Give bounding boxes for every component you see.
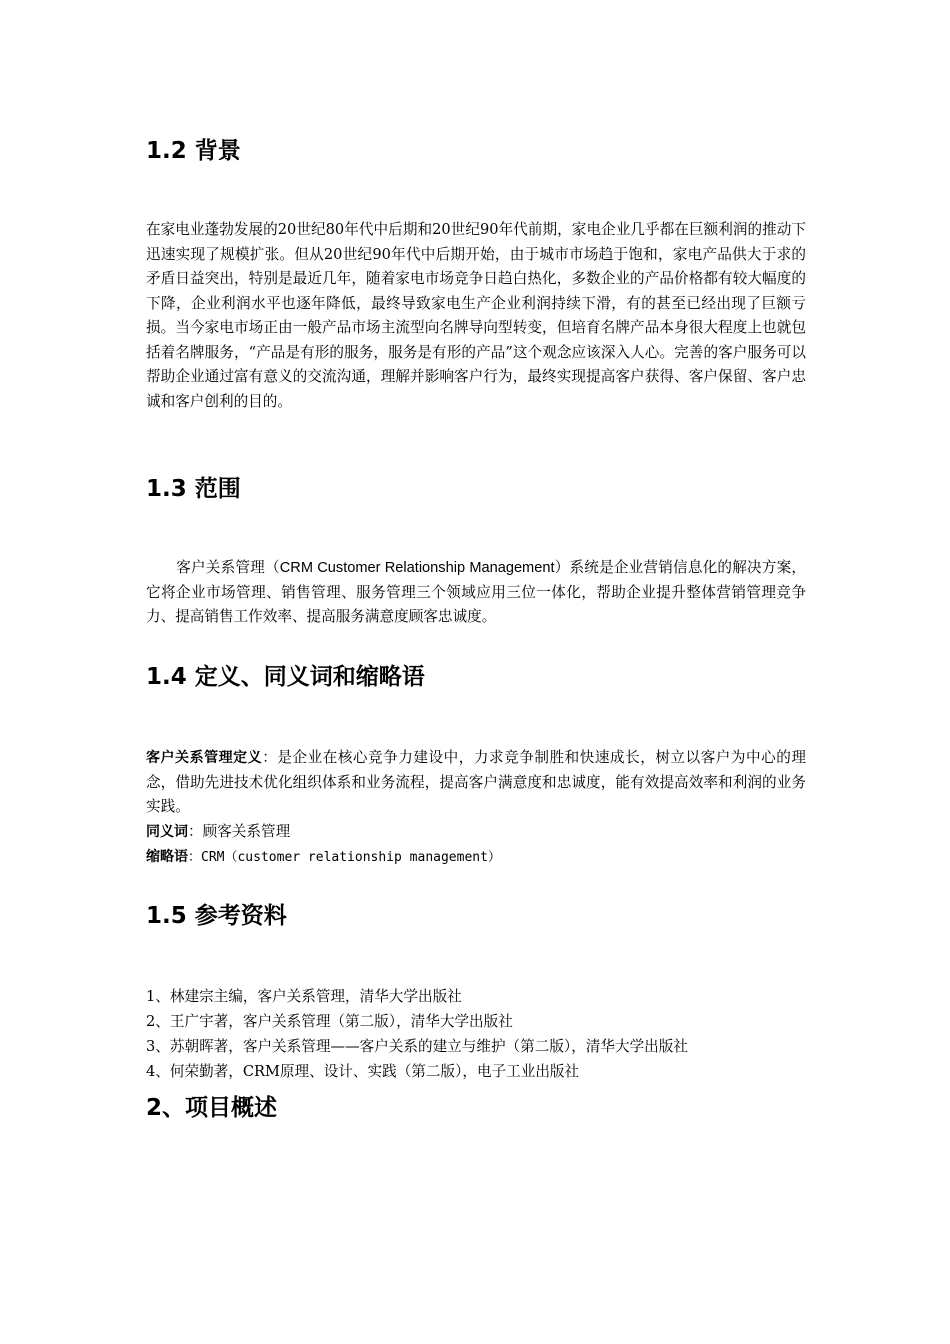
- list-item: 2、王广宇著，客户关系管理（第二版），清华大学出版社: [146, 1013, 513, 1030]
- heading-references: 1.5 参考资料: [146, 903, 287, 929]
- paragraph-scope: [146, 556, 806, 630]
- scope-text-before: 客户关系管理（: [176, 559, 280, 576]
- list-item: 1、林建宗主编，客户关系管理，清华大学出版社: [146, 988, 462, 1005]
- paragraph-background: 在家电业蓬勃发展的20世纪80年代中后期和20世纪90年代前期，家电企业几乎都在巨额利润的推动下迅速实现了规模扩张。但从20世纪90年代中后期开始，由于城市市场趋于饱和，家电产品供大于求的矛盾日益突出，特别是最近几年，随着家电市场竞争日趋白热化，多数企业的产品价格都有较大幅度的下降，企业利润水平也逐年降低，最终导致家电生产企业利润持续下滑，有的甚至已经出现了巨额亏损。当今家电市场正由一般产品市场主流型向名牌导向型转变，但培育名牌产品本身很大程度上也就包括着名牌服务，“产品是有形的服务，服务是有形的产品”这个观念应该深入人心。完善的客户服务可以帮助企业通过富有意义的交流沟通，理解并影响客户行为，最终实现提高客户获得、客户保留、客户忠诚和客户创利的目的。: [146, 221, 806, 410]
- scope-text-latin: CRM Customer Relationship Management: [279, 560, 555, 576]
- abbreviation-term: 缩略语: [146, 849, 188, 865]
- definition-paragraph: [146, 746, 806, 820]
- synonym-term: 同义词: [146, 824, 188, 840]
- synonym-line: [146, 820, 806, 845]
- heading-scope: 1.3 范围: [146, 476, 241, 502]
- heading-definitions: 1.4 定义、同义词和缩略语: [146, 664, 425, 690]
- reference-list: [146, 984, 688, 1084]
- abbreviation-line: [146, 845, 806, 871]
- definition-term: 客户关系管理定义: [146, 750, 263, 766]
- definition-text: ：是企业在核心竞争力建设中，力求竞争制胜和快速成长，树立以客户为中心的理念，借助先进技术优化组织体系和业务流程，提高客户满意度和忠诚度，能有效提高效率和利润的业务实践。: [146, 749, 807, 815]
- list-item: 3、苏朝晖著，客户关系管理——客户关系的建立与维护（第二版），清华大学出版社: [146, 1038, 688, 1055]
- abbreviation-text: ：CRM（customer relationship management）: [188, 850, 501, 865]
- scope-text-after: ）系统是企业营销信息化的解决方案，它将企业市场管理、销售管理、服务管理三个领域应用三位一体化，帮助企业提升整体营销管理竞争力、提高销售工作效率、提高服务满意度顾客忠诚度。: [146, 559, 806, 625]
- heading-background: 1.2 背景: [146, 138, 241, 164]
- list-item: 4、何荣勤著，CRM原理、设计、实践（第二版），电子工业出版社: [146, 1063, 580, 1080]
- heading-project-overview: 2、项目概述: [146, 1095, 278, 1121]
- synonym-text: ：顾客关系管理: [188, 823, 291, 840]
